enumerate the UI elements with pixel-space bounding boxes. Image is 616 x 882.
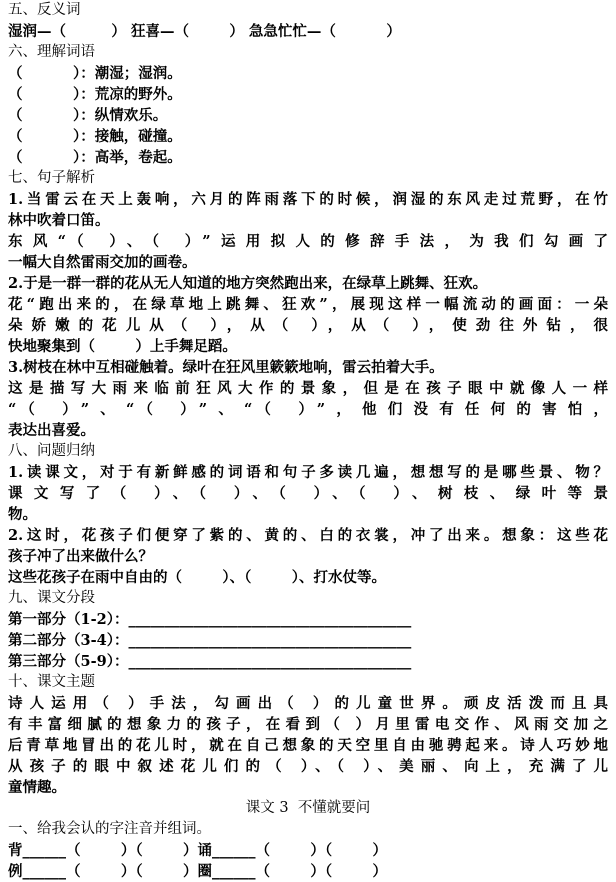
line-s5-title: 五、反义词: [8, 2, 81, 18]
line-s10-d: 从孩子的眼中叙述花儿们的（ ）、（ ）、美丽、向上，充满了儿: [8, 758, 608, 775]
line-s9-p3: 第三部分（5-9）：_______________________________________: [8, 653, 412, 670]
line-s7-q2a: 2.于是一群一群的花从无人知道的地方突然跑出来，在绿草上跳舞、狂欢。: [8, 275, 488, 292]
line-s10-e: 童情趣。: [8, 779, 66, 796]
line-s7-q3c: “（ ）”、“（ ）”、“（ ）”，他们没有任何的害怕，: [8, 401, 608, 418]
line-s7-q1b: 林中吹着口笛。: [8, 212, 110, 229]
line-s8-q2b: 孩子冲了出来做什么？: [8, 548, 153, 565]
line-s7-q3b: 这是描写大雨来临前狂风大作的景象，但是在孩子眼中就像人一样: [8, 380, 608, 397]
line-s10-c: 后青草地冒出的花儿时，就在自己想象的天空里自由驰骋起来。诗人巧妙地: [8, 737, 608, 754]
line-s8-q1a: 1.读课文，对于有新鲜感的词语和句子多读几遍，想想写的是哪些景、物？: [8, 464, 608, 481]
line-s6-r3: （ ）：纵情欢乐。: [8, 107, 168, 124]
line-s6-r5: （ ）：高举，卷起。: [8, 149, 182, 166]
line-s8-title: 八、问题归纳: [8, 443, 95, 459]
line-s9-title: 九、课文分段: [8, 590, 95, 606]
line-s9-p1: 第一部分（1-2）：_______________________________________: [8, 611, 412, 628]
line-l3-r2: 例______（ ）（ ）圈______（ ）（ ）: [8, 863, 388, 880]
line-s9-p2: 第二部分（3-4）：_______________________________________: [8, 632, 412, 649]
line-s7-q2d: 快地聚集到（ ）上手舞足蹈。: [8, 338, 237, 355]
line-s7-q1c: 东风“（ ）、（ ）”运用拟人的修辞手法，为我们勾画了: [8, 233, 608, 250]
line-s5-row: 湿润—（ ） 狂喜—（ ） 急急忙忙—（ ）: [8, 23, 401, 40]
line-lesson3-title: 课文 3 不懂就要问: [245, 800, 371, 816]
line-s7-q3a: 3.树枝在林中互相碰触着。绿叶在狂风里簌簌地响，雷云拍着大手。: [8, 359, 444, 376]
line-s10-a: 诗人运用（ ）手法，勾画出（ ）的儿童世界。顽皮活泼而且具: [8, 695, 608, 712]
line-s6-r4: （ ）：接触，碰撞。: [8, 128, 182, 145]
line-l3-r1: 背______（ ）（ ）诵______（ ）（ ）: [8, 842, 388, 859]
line-s8-q2a: 2.这时，花孩子们便穿了紫的、黄的、白的衣裳，冲了出来。想象：这些花: [8, 527, 608, 544]
line-s7-q1d: 一幅大自然雷雨交加的画卷。: [8, 254, 197, 271]
line-s6-title: 六、理解词语: [8, 44, 95, 60]
line-s10-title: 十、课文主题: [8, 674, 95, 690]
line-s8-q1c: 物。: [8, 506, 37, 523]
line-s7-title: 七、句子解析: [8, 170, 95, 186]
line-s7-q3d: 表达出喜爱。: [8, 422, 95, 439]
line-s7-q1a: 1.当雷云在天上轰响，六月的阵雨落下的时候，润湿的东风走过荒野，在竹: [8, 191, 608, 208]
line-s7-q2b: 花“跑出来的，在绿草地上跳舞、狂欢”，展现这样一幅流动的画面：一朵: [8, 296, 608, 313]
line-l3-q1: 一、给我会认的字注音并组词。: [8, 821, 211, 837]
line-s8-q2c: 这些花孩子在雨中自由的（ ）、（ ）、打水仗等。: [8, 569, 387, 586]
line-s7-q2c: 朵娇嫩的花儿从（ ），从（ ），从（ ），使劲往外钻，很: [8, 317, 608, 334]
line-s6-r1: （ ）：潮湿；湿润。: [8, 65, 182, 82]
line-s10-b: 有丰富细腻的想象力的孩子，在看到（ ）月里雷电交作、风雨交加之: [8, 716, 608, 733]
line-s6-r2: （ ）：荒凉的野外。: [8, 86, 182, 103]
line-s8-q1b: 课文写了（ ）、（ ）、（ ）、（ ）、树枝、绿叶等景: [8, 485, 608, 502]
